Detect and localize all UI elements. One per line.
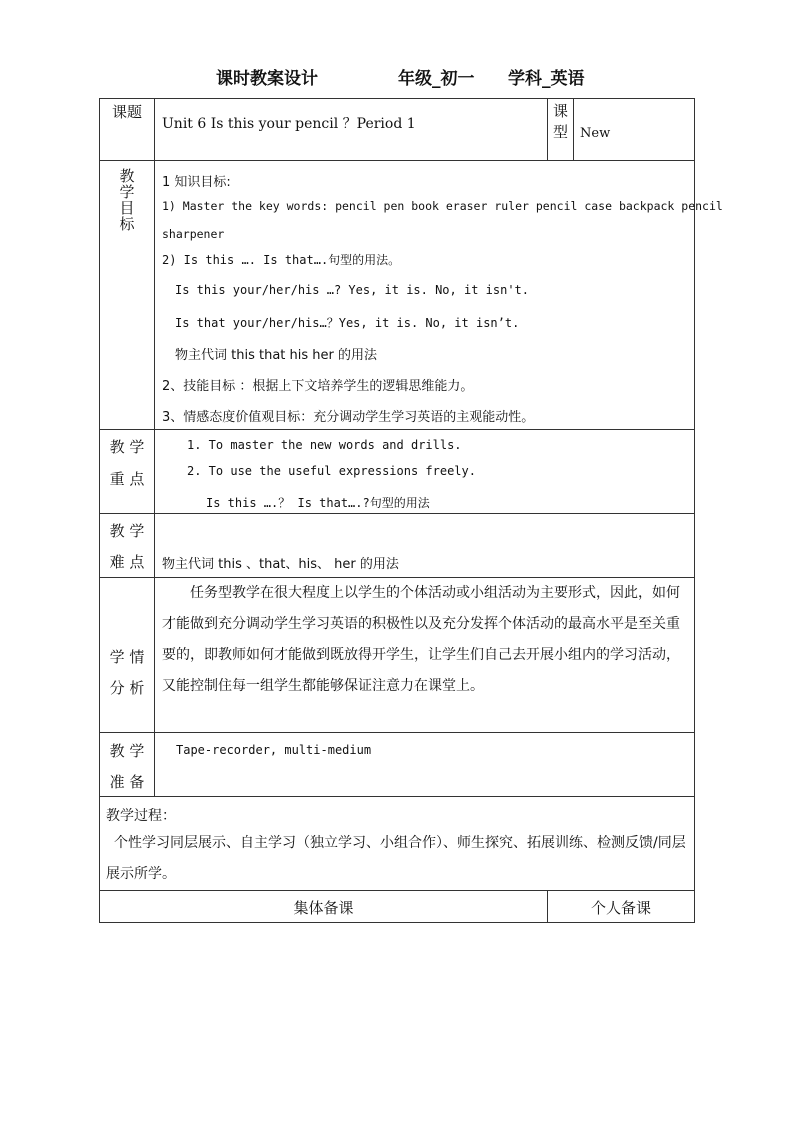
objective-line: 1 知识目标: — [162, 175, 231, 190]
personal-prep-label: 个人备课 — [590, 899, 651, 917]
topic-value: Unit 6 Is this your pencil ？Period 1 — [162, 116, 416, 132]
process-title: 教学过程： — [106, 808, 176, 824]
prep-text: Tape-recorder, multi-medium — [176, 743, 372, 757]
type-label-1: 课 — [552, 102, 568, 120]
objective-line: 物主代词 this that his her 的用法 — [175, 348, 377, 363]
analysis-label-1: 学 情 — [109, 648, 145, 666]
objective-line: 1) Master the key words: pencil pen book eraser ruler pencil case backpack pencil — [162, 199, 723, 213]
objective-line: 2) Is this …. Is that….句型的用法。 — [162, 253, 401, 267]
objective-line: Is that your/her/his…？Yes, it is. No, it isn’t. — [175, 316, 520, 330]
keypoints-label-2: 重 点 — [109, 470, 145, 488]
objective-line: 3、情感态度价值观目标：充分调动学生学习英语的主观能动性。 — [162, 410, 535, 425]
objectives-label: 教 学 目 标 — [119, 167, 135, 233]
process-text: 个性学习同层展示、自主学习（独立学习、小组合作）、师生探究、拓展训练、检测反馈/同层展示所学。 — [106, 835, 686, 882]
prep-label-2: 准 备 — [109, 773, 145, 791]
keypoints-label-1: 教 学 — [109, 438, 145, 456]
difficulty-text: 物主代词 this 、that、his、 her 的用法 — [162, 557, 399, 572]
difficulty-label-2: 难 点 — [109, 553, 145, 571]
analysis-label-2: 分 析 — [109, 679, 145, 697]
keypoint-line: 2. To use the useful expressions freely. — [187, 464, 476, 478]
keypoint-line: 1. To master the new words and drills. — [187, 438, 462, 452]
doc-title: 课时教案设计 — [216, 69, 318, 89]
subject-field: 学科_英语 — [508, 69, 585, 89]
collective-prep-label: 集体备课 — [293, 899, 354, 917]
difficulty-label-1: 教 学 — [109, 522, 145, 540]
objective-line: sharpener — [162, 227, 225, 241]
analysis-text: 任务型教学在很大程度上以学生的个体活动或小组活动为主要形式，因此，如何才能做到充分调动学生学习英语的积极性以及充分发挥个体活动的最高水平是至关重要的，即教师如何才能做到既放得开学生，让学生们自己去开展小组内的学习活动，又能控制住每一组学生都能够保证注意力在课堂上。 — [162, 585, 680, 694]
keypoint-line: Is this ….？ Is that….?句型的用法 — [206, 496, 430, 510]
objective-line: Is this your/her/his …? Yes, it is. No, it isn't. — [175, 283, 530, 297]
prep-label-1: 教 学 — [109, 742, 145, 760]
type-value: New — [580, 126, 611, 141]
objective-line: 2、技能目标 ：根据上下文培养学生的逻辑思维能力。 — [162, 379, 474, 394]
grade-field: 年级_初一 — [398, 69, 475, 89]
topic-label: 课题 — [111, 103, 142, 121]
type-label-2: 型 — [552, 123, 568, 141]
